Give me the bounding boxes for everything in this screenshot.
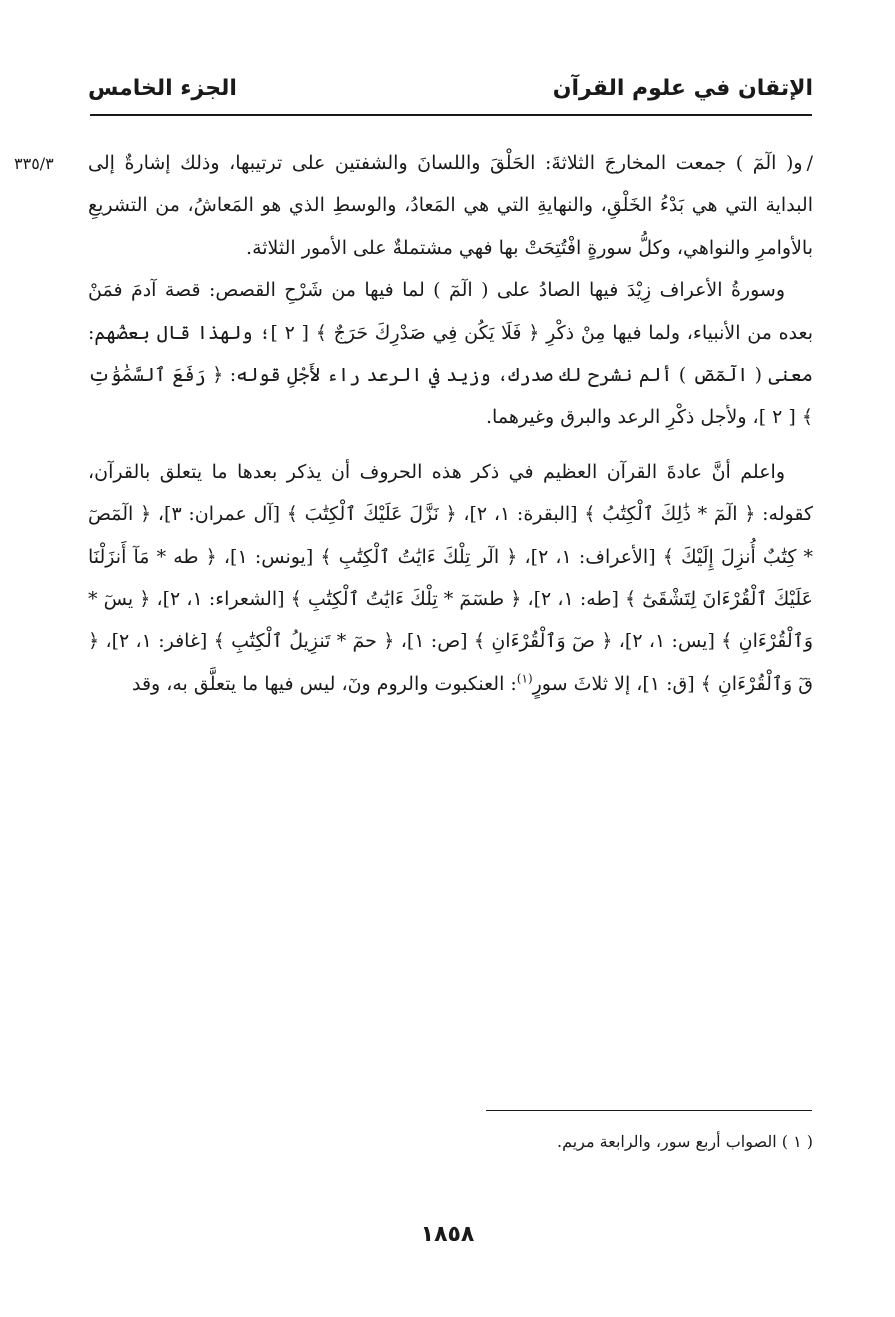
book-title: الإتقان في علوم القرآن [552,75,813,101]
paragraph-text-continued: : العنكبوت والروم ونٓ، ليس فيها ما يتعلَّق به، وقد [131,672,517,695]
header-divider [90,114,812,116]
paragraph [88,451,813,705]
paragraph [88,142,813,269]
main-text [88,142,813,705]
footnote-divider [486,1110,812,1111]
footnote: ( ١ ) الصواب أربع سور، والرابعة مريم. [556,1132,813,1151]
paragraph-text: و( الٓمٓ ) جمعت المخارجَ الثلاثةَ: الحَلْقَ واللسانَ والشفتين على ترتيبها، وذلك إشارةٌ إلى البداية التي هي بَدْءُ الخَلْقِ، والنهايةِ التي هي المَعادُ، والوسطِ الذي هو المَعاشُ، من التشريعِ بالأوامرِ والنواهي، وكلُّ سورةٍ افْتُتِحَتْ بها فهي مشتملةٌ على الأمور الثلاثة. [88,152,813,259]
margin-reference: ٣٣٥/٣ [14,154,54,173]
running-header [88,66,813,110]
page-number: ١٨٥٨ [420,1222,475,1247]
page-break-slash: / [806,152,813,174]
footnote-marker: (١) [516,671,533,686]
volume-label: الجزء الخامس [88,75,237,101]
paragraph-text: وسورةُ الأعراف زِيْدَ فيها الصادُ على ( الٓمٓ ) لما فيها من شَرْحِ القصص: قصة آدمَ فمَنْ بعده من الأنبياء، ولما فيها مِنْ ذكْرِ ﴿ فَلَا يَكُن فِي صَدْرِكَ حَرَجٌ ﴾ [ ٢ ]؛ ولهذا قال بعضُهم: معنى ( الٓمٓصٓ ) ألم نشرح لك صدرك، وزيد في الرعد راء لأَجْلِ قوله: ﴿ رَفَعَ ٱلسَّمَٰوَٰتِ ﴾ [ ٢ ]، ولأجل ذكْرِ الرعد والبرق وغيرهما. [88,279,813,429]
paragraph-text: واعلم أنَّ عادةَ القرآن العظيم في ذكر هذه الحروف أن يذكر بعدها ما يتعلق بالقرآن، كقوله: ﴿ الٓمٓ * ذَٰلِكَ ٱلْكِتَٰبُ ﴾ [البقرة: ١، ٢]، ﴿ نَزَّلَ عَلَيْكَ ٱلْكِتَٰبَ ﴾ [آل عمران: ٣]، ﴿ الٓمٓصٓ * كِتَٰبٌ أُنزِلَ إِلَيْكَ ﴾ [الأعراف: ١، ٢]، ﴿ الٓر تِلْكَ ءَايَٰتُ ٱلْكِتَٰبِ ﴾ [يونس: ١]، ﴿ طه * مَآ أَنزَلْنَا عَلَيْكَ ٱلْقُرْءَانَ لِتَشْقَىٰٓ ﴾ [طه: ١، ٢]، ﴿ طسٓمٓ * تِلْكَ ءَايَٰتُ ٱلْكِتَٰبِ ﴾ [الشعراء: ١، ٢]، ﴿ يسٓ * وَٱلْقُرْءَانِ ﴾ [يس: ١، ٢]، ﴿ صٓ وَٱلْقُرْءَانِ ﴾ [ص: ١]، ﴿ حمٓ * تَنزِيلُ ٱلْكِتَٰبِ ﴾ [غافر: ١، ٢]، ﴿ قٓ وَٱلْقُرْءَانِ ﴾ [ق: ١]، إلا ثلاثَ سورٍ [88,460,813,695]
paragraph [88,269,813,439]
